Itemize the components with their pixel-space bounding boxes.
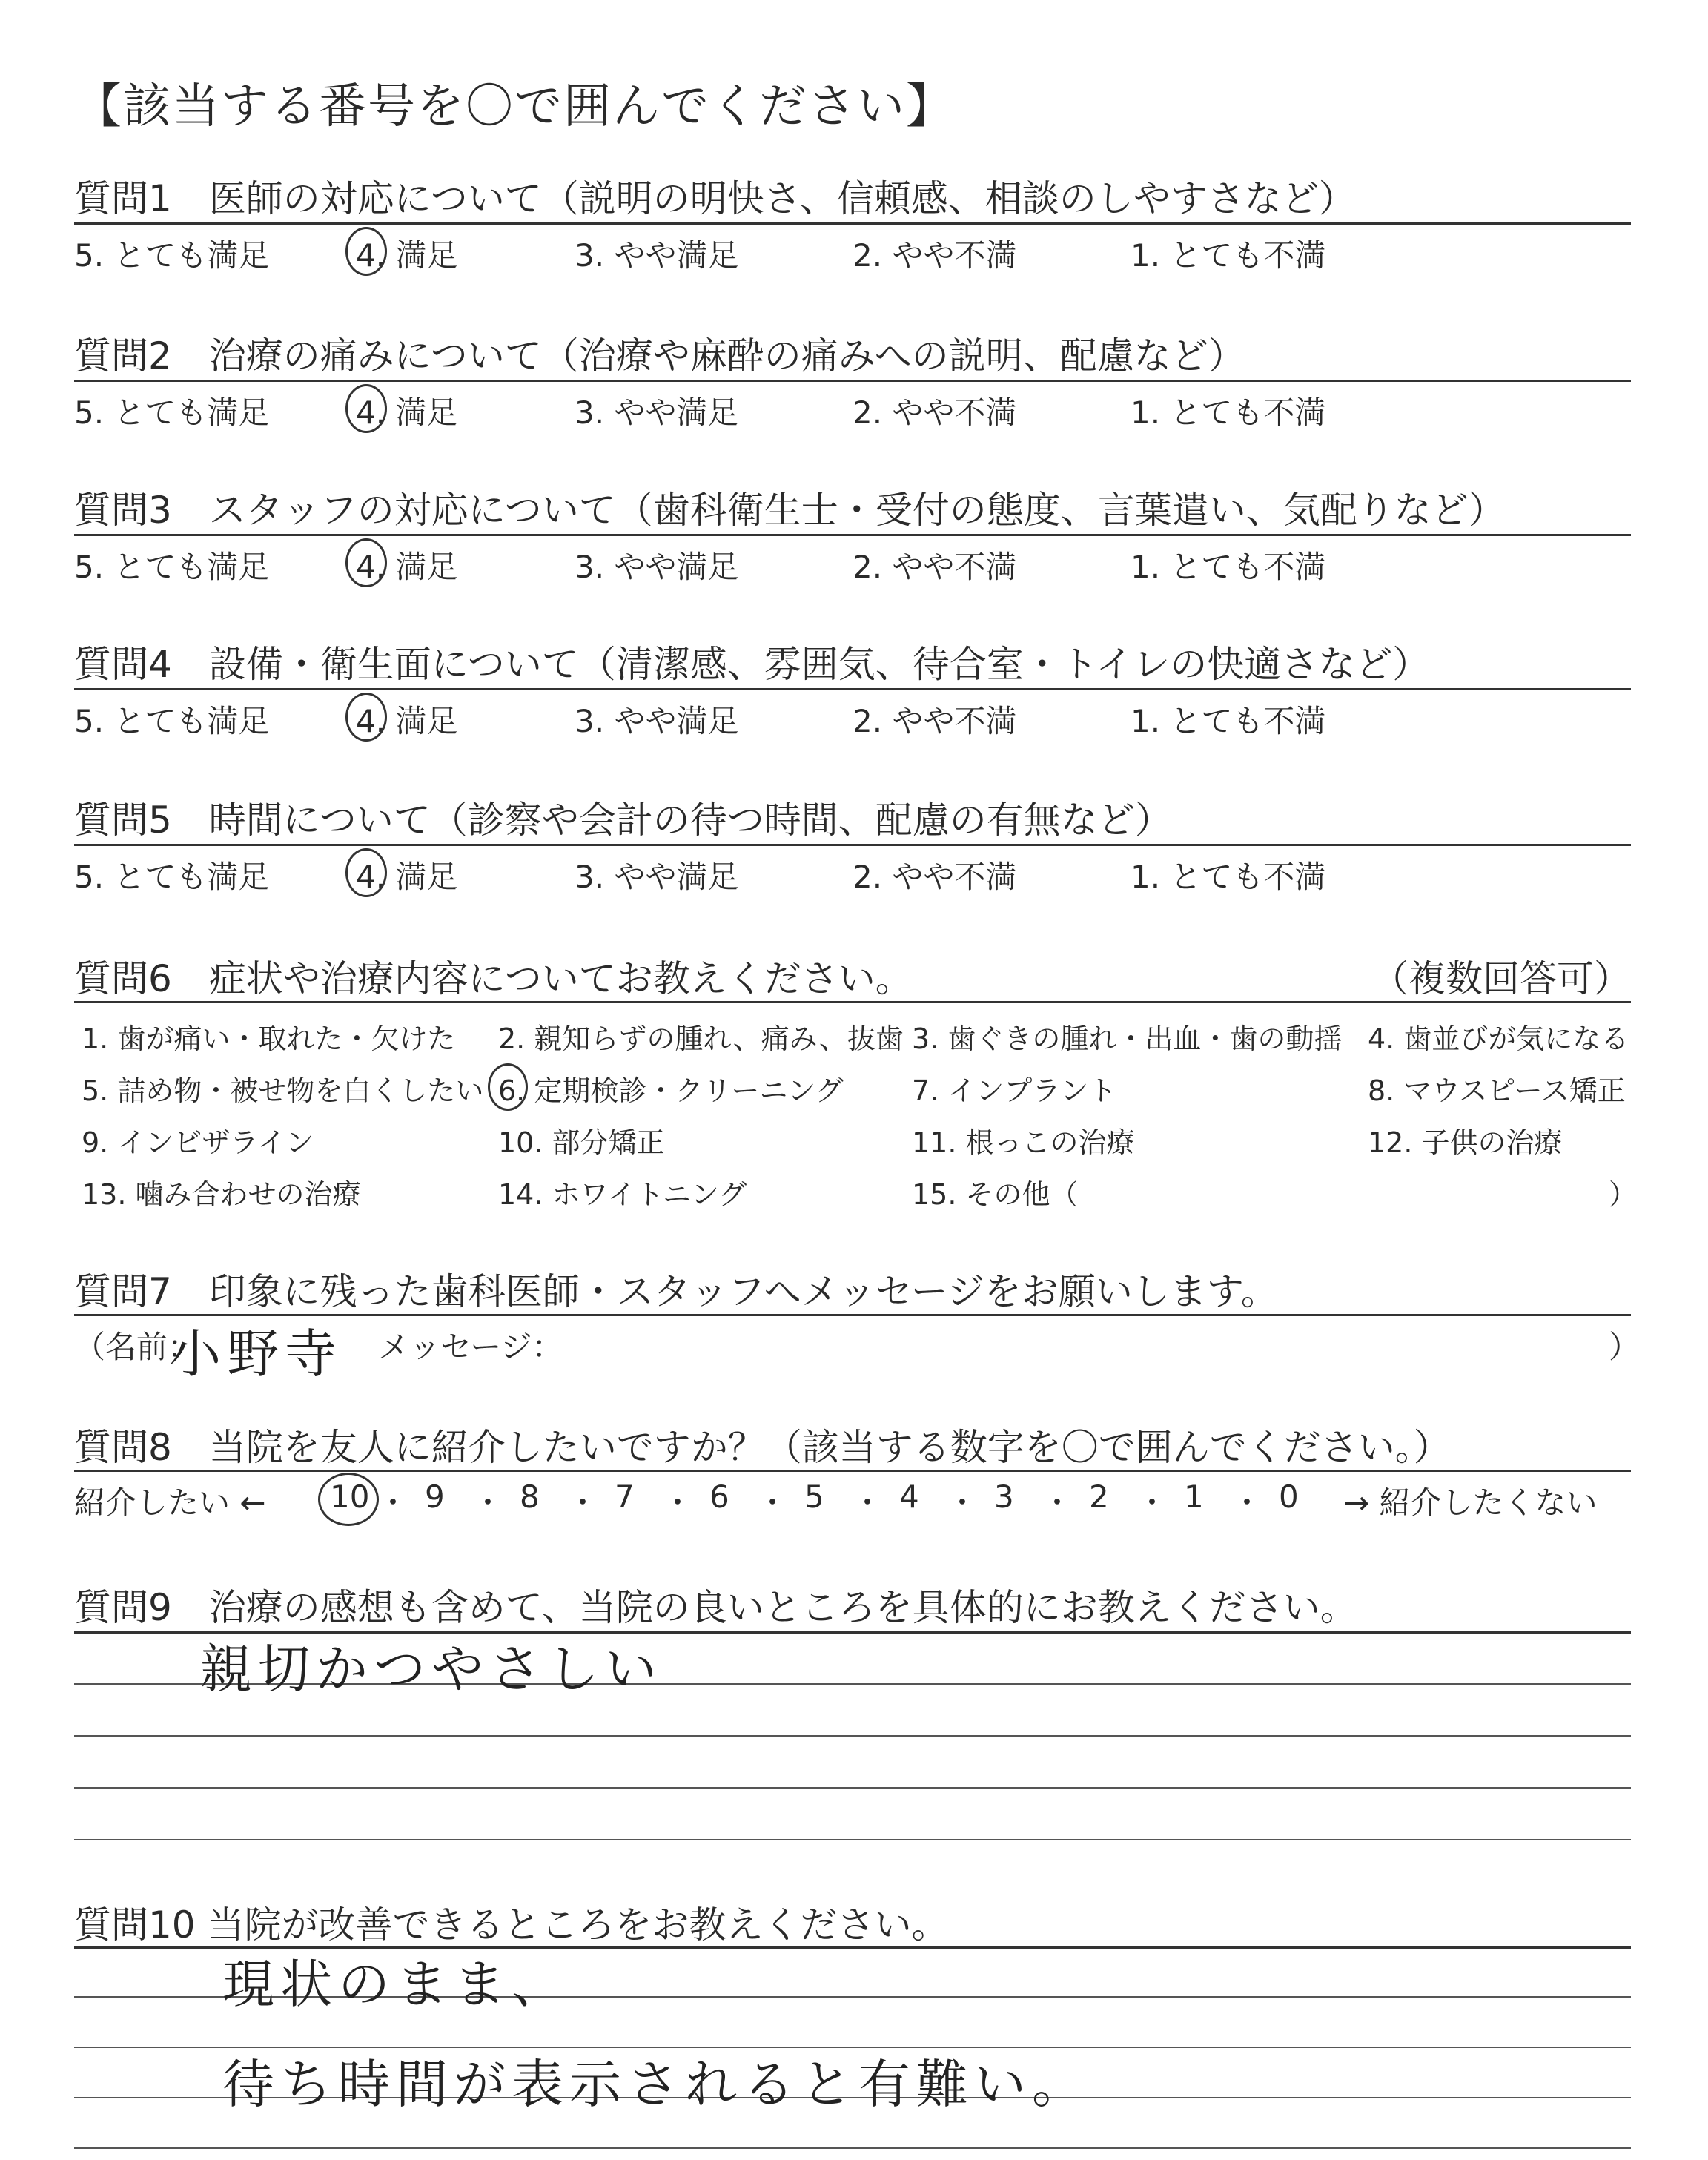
rating-option[interactable]: 5. とても満足 bbox=[74, 394, 270, 431]
rating-option[interactable]: 5. とても満足 bbox=[74, 549, 270, 585]
other-close-paren: ） bbox=[1609, 1178, 1638, 1211]
symptom-option[interactable]: 3. 歯ぐきの腫れ・出血・歯の動揺 bbox=[912, 1023, 1343, 1055]
selection-circle bbox=[345, 693, 387, 742]
rating-option[interactable]: 1. とても不満 bbox=[1131, 703, 1326, 739]
question-4-label: 質問4 設備・衛生面について（清潔感、雰囲気、待合室・トイレの快適さなど） bbox=[74, 643, 1430, 686]
rating-option[interactable]: 3. やや満足 bbox=[575, 549, 739, 585]
symptom-option[interactable]: 7. インプラント bbox=[912, 1074, 1117, 1107]
question-10-label: 質問10 当院が改善できるところをお教えください。 bbox=[74, 1903, 949, 1946]
improvement-answer-line-2: 待ち時間が表示されると有難い。 bbox=[222, 2054, 1090, 2115]
divider bbox=[74, 222, 1631, 225]
question-1-label: 質問1 医師の対応について（説明の明快さ、信頼感、相談のしやすさなど） bbox=[74, 177, 1356, 220]
symptom-option[interactable]: 11. 根っこの治療 bbox=[912, 1126, 1135, 1159]
rating-option[interactable]: 1. とても不満 bbox=[1131, 859, 1326, 895]
scale-separator: ・ bbox=[757, 1484, 789, 1521]
rating-option[interactable]: 4. 満足 bbox=[356, 703, 458, 739]
rating-option[interactable]: 4. 満足 bbox=[356, 394, 458, 431]
answer-line bbox=[74, 1839, 1631, 1840]
symptom-option[interactable]: 4. 歯並びが気になる bbox=[1368, 1023, 1629, 1055]
selection-circle bbox=[345, 538, 387, 587]
scale-separator: ・ bbox=[852, 1484, 884, 1521]
symptom-option[interactable]: 5. 詰め物・被せ物を白くしたい bbox=[82, 1074, 484, 1107]
good-points-answer: 親切かつやさしい bbox=[200, 1639, 663, 1700]
selection-circle bbox=[345, 227, 387, 276]
rating-option[interactable]: 1. とても不満 bbox=[1131, 394, 1326, 431]
question-8-label: 質問8 当院を友人に紹介したいですか？（該当する数字を〇で囲んでください。） bbox=[74, 1426, 1451, 1469]
recommend-score[interactable]: 0 bbox=[1279, 1479, 1299, 1515]
rating-option[interactable]: 4. 満足 bbox=[356, 859, 458, 895]
recommend-score[interactable]: 10 bbox=[330, 1479, 370, 1515]
scale-separator: ・ bbox=[377, 1484, 409, 1521]
recommend-score[interactable]: 1 bbox=[1184, 1479, 1204, 1515]
name-label: （名前： bbox=[74, 1329, 199, 1365]
symptom-option[interactable]: 9. インビザライン bbox=[82, 1126, 314, 1159]
question-5-label: 質問5 時間について（診察や会計の待つ時間、配慮の有無など） bbox=[74, 799, 1172, 842]
divider bbox=[74, 534, 1631, 536]
rating-option[interactable]: 2. やや不満 bbox=[853, 549, 1017, 585]
improvement-answer-line-1: 現状のまま、 bbox=[222, 1954, 569, 2015]
answer-line bbox=[74, 1787, 1631, 1789]
recommend-score[interactable]: 5 bbox=[804, 1479, 824, 1515]
multiple-answer-note: （複数回答可） bbox=[1371, 957, 1631, 1000]
selection-circle bbox=[345, 848, 387, 897]
symptom-option[interactable]: 14. ホワイトニング bbox=[498, 1178, 747, 1211]
page-title: 【該当する番号を〇で囲んでください】 bbox=[74, 79, 955, 134]
divider bbox=[74, 1001, 1631, 1003]
rating-option[interactable]: 3. やや満足 bbox=[575, 703, 739, 739]
divider bbox=[74, 688, 1631, 690]
divider bbox=[74, 380, 1631, 382]
rating-option[interactable]: 1. とても不満 bbox=[1131, 549, 1326, 585]
recommend-score[interactable]: 6 bbox=[709, 1479, 729, 1515]
recommend-score[interactable]: 8 bbox=[520, 1479, 540, 1515]
question-3-label: 質問3 スタッフの対応について（歯科衛生士・受付の態度、言葉遣い、気配りなど） bbox=[74, 489, 1506, 532]
symptom-option[interactable]: 1. 歯が痛い・取れた・欠けた bbox=[82, 1023, 456, 1055]
rating-option[interactable]: 2. やや不満 bbox=[853, 237, 1017, 274]
rating-option[interactable]: 2. やや不満 bbox=[853, 859, 1017, 895]
answer-line bbox=[74, 1735, 1631, 1737]
recommend-left-label: 紹介したい ← bbox=[74, 1484, 266, 1521]
recommend-score[interactable]: 9 bbox=[425, 1479, 445, 1515]
symptom-option[interactable]: 12. 子供の治療 bbox=[1368, 1126, 1563, 1159]
question-7-label: 質問7 印象に残った歯科医師・スタッフへメッセージをお願いします。 bbox=[74, 1270, 1278, 1313]
answer-line bbox=[74, 2147, 1631, 2149]
name-handwritten: 小野寺 bbox=[169, 1324, 342, 1384]
question-9-label: 質問9 治療の感想も含めて、当院の良いところを具体的にお教えください。 bbox=[74, 1586, 1357, 1629]
scale-separator: ・ bbox=[947, 1484, 979, 1521]
selection-circle bbox=[318, 1473, 379, 1526]
recommend-score[interactable]: 7 bbox=[615, 1479, 635, 1515]
message-label: メッセージ： bbox=[378, 1329, 563, 1365]
question-6-label: 質問6 症状や治療内容についてお教えください。 bbox=[74, 957, 913, 1000]
scale-separator: ・ bbox=[472, 1484, 504, 1521]
recommend-score[interactable]: 3 bbox=[994, 1479, 1014, 1515]
symptom-option[interactable]: 6. 定期検診・クリーニング bbox=[498, 1074, 844, 1107]
message-close-paren: ） bbox=[1609, 1329, 1641, 1365]
rating-option[interactable]: 5. とても満足 bbox=[74, 703, 270, 739]
rating-option[interactable]: 2. やや不満 bbox=[853, 394, 1017, 431]
symptom-option[interactable]: 8. マウスピース矯正 bbox=[1368, 1074, 1626, 1107]
rating-option[interactable]: 3. やや満足 bbox=[575, 859, 739, 895]
scale-separator: ・ bbox=[1042, 1484, 1073, 1521]
recommend-score[interactable]: 4 bbox=[899, 1479, 919, 1515]
scale-separator: ・ bbox=[1136, 1484, 1168, 1521]
symptom-option[interactable]: 10. 部分矯正 bbox=[498, 1126, 665, 1159]
divider bbox=[74, 1470, 1631, 1472]
rating-option[interactable]: 4. 満足 bbox=[356, 237, 458, 274]
rating-option[interactable]: 5. とても満足 bbox=[74, 237, 270, 274]
divider bbox=[74, 844, 1631, 846]
recommend-score[interactable]: 2 bbox=[1089, 1479, 1109, 1515]
rating-option[interactable]: 2. やや不満 bbox=[853, 703, 1017, 739]
rating-option[interactable]: 3. やや満足 bbox=[575, 237, 739, 274]
rating-option[interactable]: 4. 満足 bbox=[356, 549, 458, 585]
question-2-label: 質問2 治療の痛みについて（治療や麻酔の痛みへの説明、配慮など） bbox=[74, 334, 1245, 377]
rating-option[interactable]: 1. とても不満 bbox=[1131, 237, 1326, 274]
scale-separator: ・ bbox=[1231, 1484, 1263, 1521]
symptom-option[interactable]: 13. 噛み合わせの治療 bbox=[82, 1178, 361, 1211]
scale-separator: ・ bbox=[567, 1484, 599, 1521]
rating-option[interactable]: 5. とても満足 bbox=[74, 859, 270, 895]
selection-circle bbox=[488, 1063, 528, 1111]
recommend-right-label: → 紹介したくない bbox=[1343, 1484, 1598, 1521]
rating-option[interactable]: 3. やや満足 bbox=[575, 394, 739, 431]
scale-separator: ・ bbox=[662, 1484, 694, 1521]
selection-circle bbox=[345, 384, 387, 433]
symptom-option[interactable]: 2. 親知らずの腫れ、痛み、抜歯 bbox=[498, 1023, 904, 1055]
symptom-option[interactable]: 15. その他（ bbox=[912, 1178, 1079, 1211]
